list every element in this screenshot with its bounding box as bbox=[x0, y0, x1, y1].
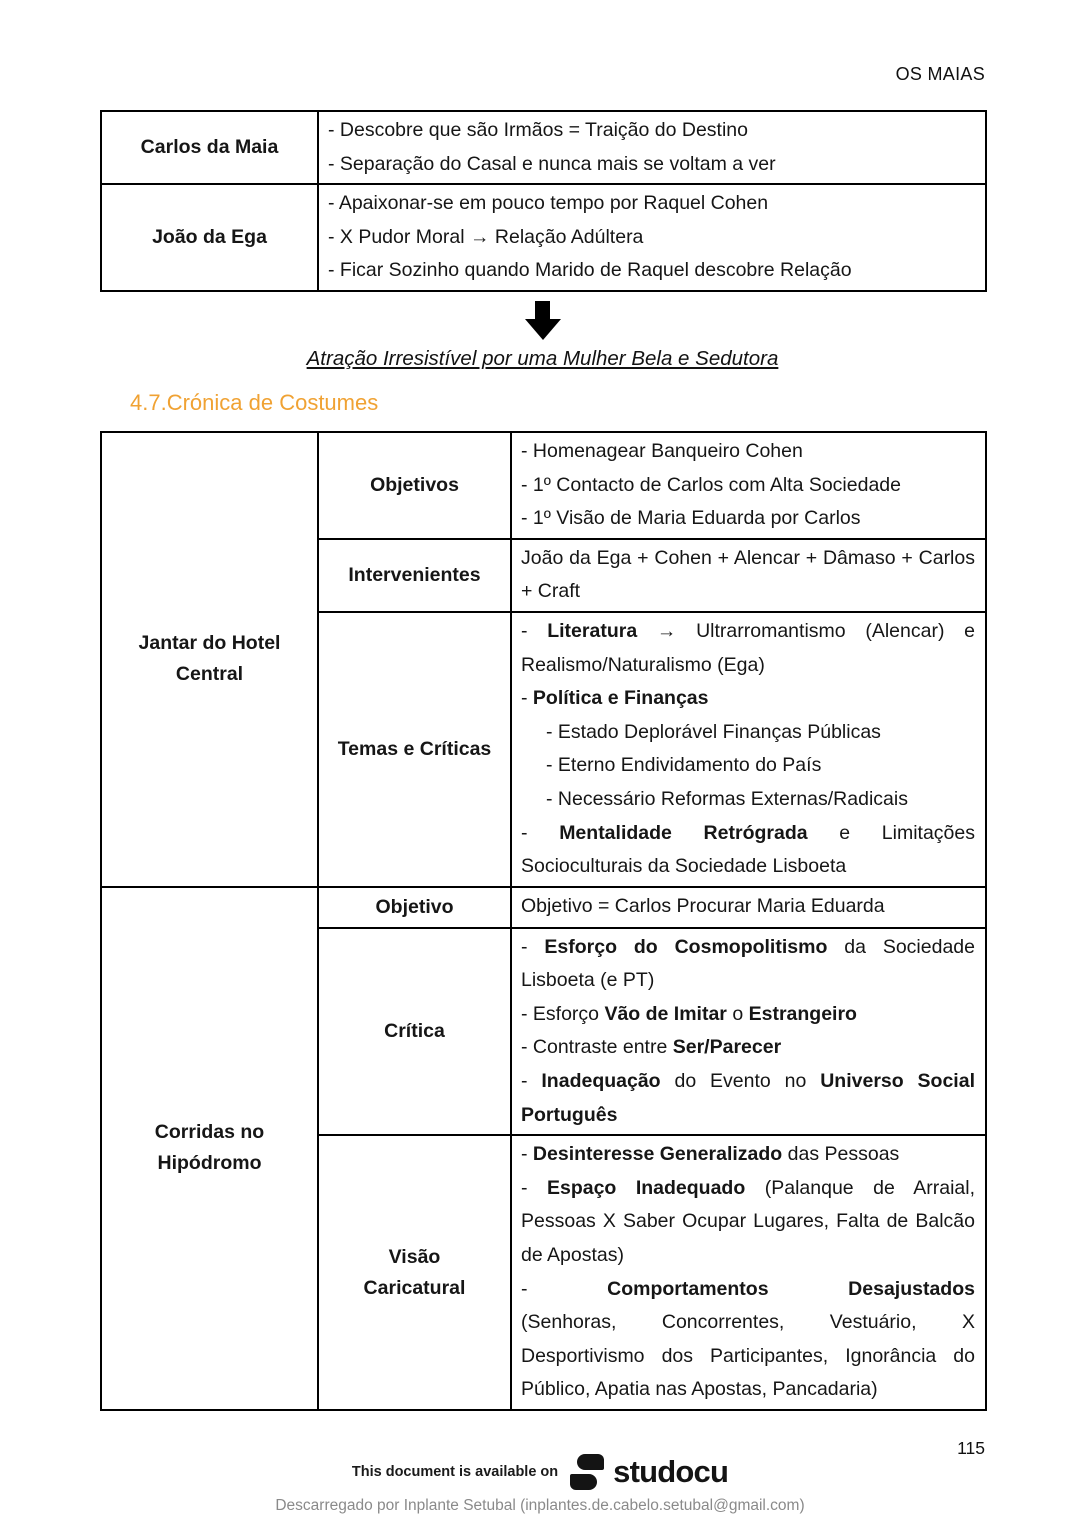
download-attribution: Descarregado por Inplante Setubal (inplantes.de.cabelo.setubal@gmail.com) bbox=[275, 1497, 805, 1514]
character-notes-cell bbox=[318, 111, 986, 184]
text-line: Objetivo = Carlos Procurar Maria Eduarda bbox=[521, 895, 885, 918]
studocu-icon bbox=[569, 1452, 605, 1492]
character-name-cell: Carlos da Maia bbox=[101, 111, 318, 184]
doc-title: OS MAIAS bbox=[895, 64, 985, 84]
text-line: - Contraste entre Ser/Parecer bbox=[521, 1036, 782, 1059]
text-line: - Necessário Reformas Externas/Radicais bbox=[546, 787, 908, 810]
aspect-content-cell bbox=[511, 612, 986, 887]
characters-table bbox=[100, 110, 987, 292]
character-notes-cell bbox=[318, 184, 986, 291]
text-line: - Espaço Inadequado (Palanque de Arraial, Pessoas X Saber Ocupar Lugares, Falta de Balcão de Apostas) bbox=[521, 1176, 975, 1267]
page-number: 115 bbox=[957, 1438, 985, 1458]
text-line: João da Ega + Cohen + Alencar + Dâmaso + Carlos + Craft bbox=[521, 546, 975, 603]
table-row bbox=[101, 184, 986, 291]
aspect-header-cell: Objetivos bbox=[318, 432, 511, 539]
event-name-cell: Corridas no Hipódromo bbox=[101, 887, 318, 1410]
chronicle-table bbox=[100, 431, 987, 1411]
text-line: - Descobre que são Irmãos = Traição do Destino bbox=[328, 119, 749, 141]
text-line: - Esforço Vão de Imitar o Estrangeiro bbox=[521, 1002, 857, 1025]
text-line: - Comportamentos Desajustados bbox=[521, 1277, 975, 1300]
text-line: - Apaixonar-se em pouco tempo por Raquel Cohen bbox=[328, 192, 769, 215]
aspect-content-cell bbox=[511, 539, 986, 612]
text-line: - 1º Visão de Maria Eduarda por Carlos bbox=[521, 507, 861, 530]
text-line: - Estado Deplorável Finanças Públicas bbox=[546, 720, 881, 743]
character-name-cell: João da Ega bbox=[101, 184, 318, 291]
footer-brand bbox=[0, 1452, 1080, 1492]
text-line: - Ficar Sozinho quando Marido de Raquel descobre Relação bbox=[328, 259, 852, 282]
aspect-content-cell bbox=[511, 928, 986, 1136]
text-line: - Mentalidade Retrógrada e Limitações Socioculturais da Sociedade Lisboeta bbox=[521, 821, 975, 878]
table-row bbox=[101, 432, 986, 539]
down-arrow-stem bbox=[535, 301, 550, 319]
aspect-header-cell: Visão Caricatural bbox=[318, 1135, 511, 1410]
arrow-caption: Atração Irresistível por uma Mulher Bela e Sedutora bbox=[306, 346, 779, 370]
text-line: - Separação do Casal e nunca mais se voltam a ver bbox=[328, 152, 776, 175]
aspect-content-cell bbox=[511, 887, 986, 928]
text-line: - X Pudor Moral → Relação Adúltera bbox=[328, 225, 644, 248]
text-line: (Senhoras, Concorrentes, Vestuário, X Desportivismo dos Participantes, Ignorância do Público, Apatia nas Apostas, Pancadaria) bbox=[521, 1311, 975, 1401]
aspect-header-cell: Temas e Críticas bbox=[318, 612, 511, 887]
studocu-logo bbox=[569, 1452, 728, 1492]
aspect-header-cell: Objetivo bbox=[318, 887, 511, 928]
aspect-header-cell: Crítica bbox=[318, 928, 511, 1136]
available-text: This document is available on bbox=[351, 1464, 559, 1480]
section-heading: 4.7.Crónica de Costumes bbox=[130, 389, 379, 415]
down-arrow-head bbox=[525, 319, 561, 340]
text-line: - 1º Contacto de Carlos com Alta Sociedade bbox=[521, 473, 901, 496]
text-line: - Política e Finanças bbox=[521, 687, 709, 710]
text-line: - Homenagear Banqueiro Cohen bbox=[521, 439, 803, 462]
text-line: - Esforço do Cosmopolitismo da Sociedade Lisboeta (e PT) bbox=[521, 935, 975, 992]
text-line: - Inadequação do Evento no Universo Social Português bbox=[521, 1070, 975, 1126]
text-line: - Desinteresse Generalizado das Pessoas bbox=[521, 1143, 900, 1166]
event-name-cell: Jantar do Hotel Central bbox=[101, 432, 318, 887]
text-line: - Literatura → Ultrarromantismo (Alencar) e Realismo/Naturalismo (Ega) bbox=[521, 619, 975, 676]
down-arrow-icon bbox=[525, 301, 561, 340]
table-row bbox=[101, 111, 986, 184]
aspect-content-cell bbox=[511, 1135, 986, 1410]
studocu-wordmark: studocu bbox=[613, 1454, 729, 1489]
table-row bbox=[101, 887, 986, 928]
text-line: - Eterno Endividamento do País bbox=[546, 754, 822, 777]
aspect-header-cell: Intervenientes bbox=[318, 539, 511, 612]
aspect-content-cell bbox=[511, 432, 986, 539]
